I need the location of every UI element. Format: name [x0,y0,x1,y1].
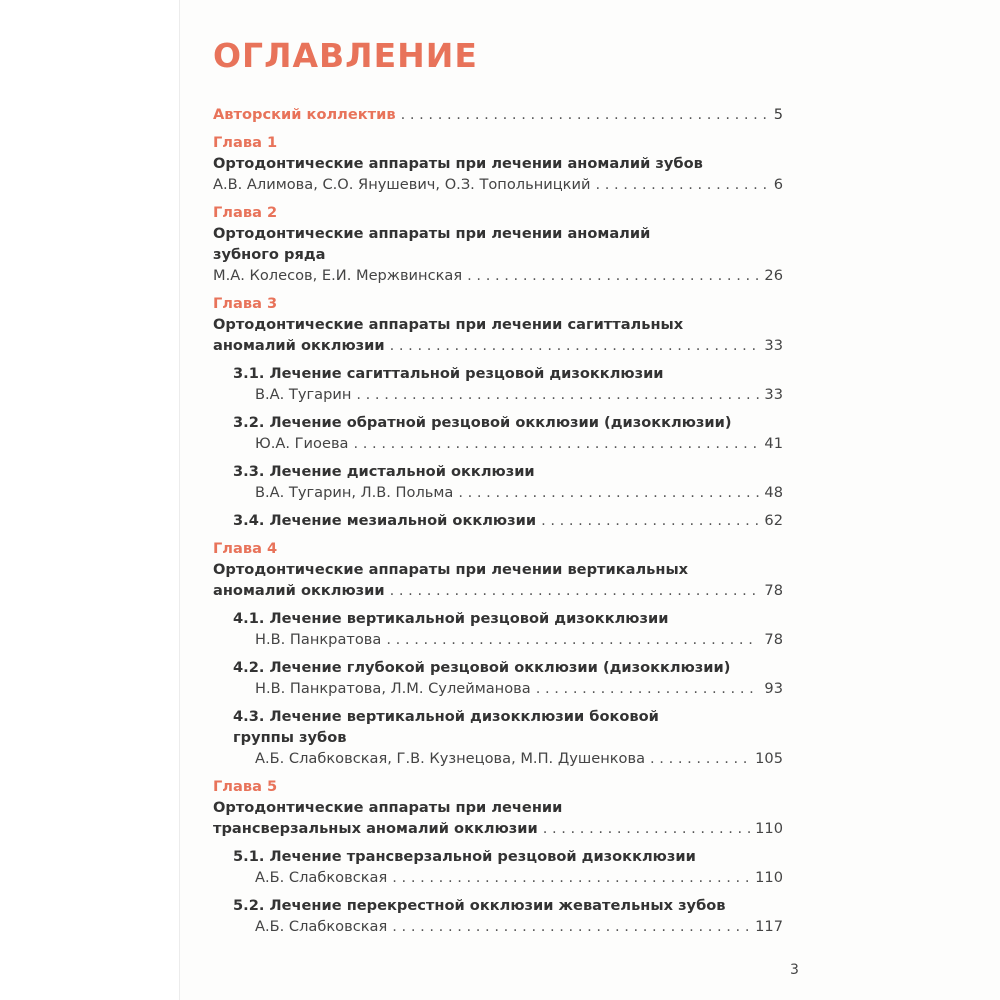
leader-dots [458,482,759,503]
toc-entry-text: трансверзальных аномалий окклюзии [213,820,538,837]
leader-dots [354,433,760,454]
chapter-title-line: Ортодонтические аппараты при лечении вертикальных [213,561,689,578]
toc-page-number: 93 [764,680,783,697]
section-title-line: 4.3. Лечение вертикальной дизокклюзии боковой [233,708,659,725]
toc-page-number: 110 [755,820,783,837]
chapter-title-line[interactable] [213,580,783,601]
section-title-line: 4.2. Лечение глубокой резцовой окклюзии (дизокклюзии) [233,659,731,676]
toc-entry-text: М.А. Колесов, Е.И. Мержвинская [213,267,463,284]
leader-dots [390,335,760,356]
section-title-line: 3.1. Лечение сагиттальной резцовой дизокклюзии [233,365,664,382]
toc-page-number: 33 [764,386,783,403]
section-authors[interactable] [255,482,783,503]
toc-entry-text: А.Б. Слабковская [255,869,388,886]
leader-dots [392,916,750,937]
section-authors[interactable] [255,678,783,699]
leader-dots [541,510,759,531]
leader-dots [467,265,759,286]
leader-dots [356,384,759,405]
spacer [213,125,783,132]
chapter-authors[interactable] [213,265,783,286]
toc-page-number: 117 [755,918,783,935]
toc-page-number: 78 [764,582,783,599]
leader-dots [543,818,750,839]
toc-entry-text: А.Б. Слабковская, Г.В. Кузнецова, М.П. Душенкова [255,750,646,767]
toc-page-number: 41 [764,435,783,452]
leader-dots [536,678,760,699]
section-title-line[interactable] [233,510,783,531]
page-title: ОГЛАВЛЕНИЕ [213,36,478,75]
page-number: 3 [790,962,799,978]
spacer [213,286,783,293]
section-title-line: 4.1. Лечение вертикальной резцовой дизокклюзии [233,610,669,627]
chapter-title-line: Ортодонтические аппараты при лечении сагиттальных [213,316,684,333]
toc-entry-text: Н.В. Панкратова [255,631,382,648]
spacer [213,888,783,895]
spacer [213,356,783,363]
toc-page-number: 5 [773,106,783,123]
chapter-label: Глава 4 [213,540,278,557]
toc-page-number: 26 [764,267,783,284]
section-title-line: 3.3. Лечение дистальной окклюзии [233,463,535,480]
section-authors[interactable] [255,748,783,769]
chapter-title-line: Ортодонтические аппараты при лечении аномалий [213,225,651,242]
spacer [213,195,783,202]
chapter-label: Глава 5 [213,778,278,795]
chapter-label: Глава 2 [213,204,278,221]
chapter-label: Глава 1 [213,134,278,151]
section-authors[interactable] [255,629,783,650]
toc-page-number: 33 [764,337,783,354]
spacer [213,699,783,706]
toc-entry-text: А.Б. Слабковская [255,918,388,935]
toc-entry-text: В.А. Тугарин, Л.В. Польма [255,484,454,501]
chapter-title-line: зубного ряда [213,246,326,263]
toc-entry-text: А.В. Алимова, С.О. Янушевич, О.З. Топольницкий [213,176,591,193]
section-authors[interactable] [255,433,783,454]
toc-page-number: 48 [764,484,783,501]
spacer [213,601,783,608]
toc-entry-title: Авторский коллектив [213,106,396,123]
spacer [213,503,783,510]
section-title-line: группы зубов [233,729,347,746]
chapter-label: Глава 3 [213,295,278,312]
chapter-title-line: Ортодонтические аппараты при лечении аномалий зубов [213,155,703,172]
spacer [213,405,783,412]
spacer [213,454,783,461]
toc-entry-text: Н.В. Панкратова, Л.М. Сулейманова [255,680,531,697]
toc-page-number: 110 [755,869,783,886]
spacer [213,769,783,776]
section-title-line: 5.1. Лечение трансверзальной резцовой дизокклюзии [233,848,696,865]
leader-dots [650,748,750,769]
chapter-title-line[interactable] [213,335,783,356]
leader-dots [390,580,760,601]
leader-dots [392,867,750,888]
toc-page-number: 6 [773,176,783,193]
section-authors[interactable] [255,916,783,937]
toc-entry-text: В.А. Тугарин [255,386,352,403]
table-of-contents [213,104,783,937]
chapter-title-line[interactable] [213,818,783,839]
toc-entry-text: аномалий окклюзии [213,337,385,354]
toc-entry-text: аномалий окклюзии [213,582,385,599]
toc-page-number: 105 [755,750,783,767]
chapter-authors[interactable] [213,174,783,195]
chapter-title-line: Ортодонтические аппараты при лечении [213,799,563,816]
spacer [213,839,783,846]
section-authors[interactable] [255,384,783,405]
toc-page-number: 78 [764,631,783,648]
leader-dots [401,104,769,125]
leader-dots [595,174,768,195]
spacer [213,531,783,538]
section-title-line: 3.2. Лечение обратной резцовой окклюзии (дизокклюзии) [233,414,732,431]
leader-dots [386,629,759,650]
spacer [213,650,783,657]
section-authors[interactable] [255,867,783,888]
toc-entry-text: Ю.А. Гиоева [255,435,349,452]
toc-entry-authors[interactable] [213,104,783,125]
toc-page-number: 62 [764,512,783,529]
toc-entry-text: 3.4. Лечение мезиальной окклюзии [233,512,537,529]
section-title-line: 5.2. Лечение перекрестной окклюзии жевательных зубов [233,897,726,914]
